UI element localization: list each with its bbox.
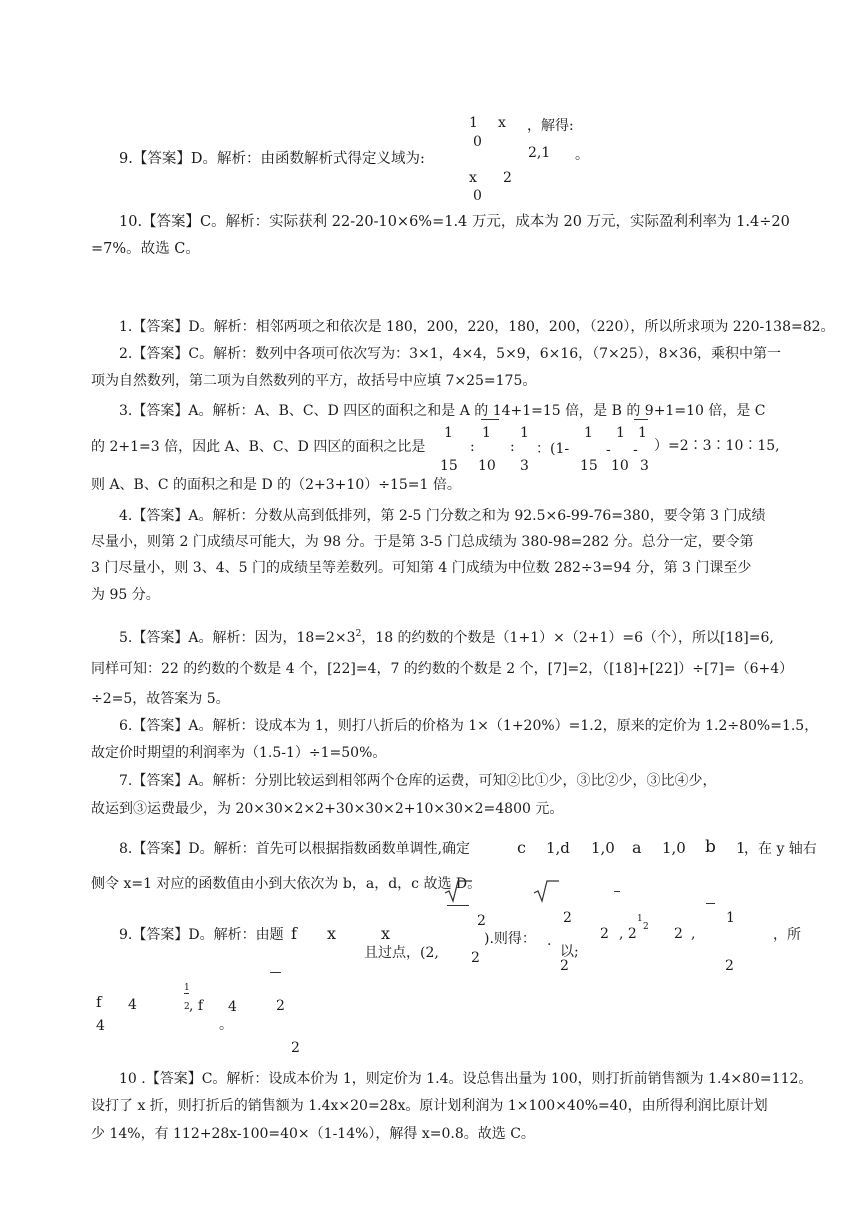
q9-comma-3: , bbox=[691, 926, 696, 942]
q3-den-2: 10 bbox=[478, 458, 496, 474]
q3-den-3: 3 bbox=[520, 458, 529, 474]
q9-line: 9.【答案】D。解析：由函数解析式得定义域为: bbox=[119, 151, 425, 167]
s2-q4-line-1: 4.【答案】A。解析：分数从高到低排列，第 2-5 门分数之和为 92.5×6-99-76=380，要令第 3 门成绩 bbox=[119, 508, 766, 524]
q9-b-4b: 4 bbox=[228, 999, 237, 1015]
s2-q10-line-2: 设打了 x 折，则打折后的销售额为 1.4x×20=28x。原计划利润为 1×100×40%=40，由所得利润比原计划 bbox=[91, 1098, 768, 1114]
q8-tail: ，在 y 轴右 bbox=[744, 841, 817, 857]
s2-q3-line-1: 3.【答案】A。解析：A、B、C、D 四区的面积之和是 A 的 14+1=15 倍，是 B 的 9+1=10 倍，是 C bbox=[119, 403, 766, 419]
q9-b-f: f bbox=[96, 993, 102, 1011]
q8-a: a bbox=[632, 838, 642, 857]
q9-yi: 以; bbox=[560, 944, 579, 960]
q9-b-sup-1: 1 bbox=[184, 983, 190, 993]
sqrt-symbol-2 bbox=[532, 879, 560, 903]
q9-two-7: 2 bbox=[725, 958, 734, 974]
q3-den-4: 15 bbox=[580, 458, 598, 474]
q3-num-4: 1 bbox=[584, 425, 593, 441]
underline-a bbox=[481, 419, 499, 420]
q8-b: b bbox=[705, 837, 716, 857]
sqrt-symbol-1 bbox=[443, 879, 473, 903]
q3-ratio: ）=2∶3∶10∶15, bbox=[654, 438, 780, 454]
q9-b-4: 4 bbox=[128, 997, 137, 1013]
q9-sup-2: 2 bbox=[643, 922, 649, 932]
q3-den-6: 3 bbox=[640, 458, 649, 474]
q9-frac-two: 2 bbox=[503, 170, 512, 186]
q9-one: 1 bbox=[726, 910, 735, 926]
q9-interval: 2,1 bbox=[528, 145, 551, 161]
q9-b-2: 2 bbox=[276, 998, 285, 1014]
s2-q8-line-2: 侧令 x=1 对应的函数值由小到大依次为 b，a，d，c 故选 D。 bbox=[91, 876, 482, 892]
q9-b-comma-f: , f bbox=[189, 998, 204, 1014]
q8-v1: 1,d bbox=[546, 839, 570, 857]
s2-q10-line-1: 10 .【答案】C。解析：设成本价为 1，则定价为 1.4。设总售出量为 100，则打折前销售额为 1.4×80=112。 bbox=[119, 1071, 813, 1087]
s2-q4-line-4: 为 95 分。 bbox=[91, 587, 160, 603]
q8-v4: 1 bbox=[736, 839, 746, 857]
q9-close-paren: ).则得： bbox=[484, 931, 536, 947]
q9-dot: . bbox=[547, 933, 552, 949]
q9-b-end: 。 bbox=[219, 1017, 233, 1033]
q3-den-1: 15 bbox=[440, 458, 458, 474]
q3-num-2: 1 bbox=[482, 425, 491, 441]
s2-q4-line-3: 3 门尽量小，则 3、4、5 门的成绩呈等差数列。可知第 4 门成绩为中位数 282÷3=94 分，第 3 门课至少 bbox=[91, 560, 752, 576]
s2-q1-line: 1.【答案】D。解析：相邻两项之和依次是 180，200，220，180，200，（220），所以所求项为 220-138=82。 bbox=[119, 319, 835, 335]
q5-text-b: ，18 的约数的个数是（1+1）×（2+1）=6（个），所以[18]=6, bbox=[361, 630, 774, 646]
q9-comma-2: , 2 bbox=[619, 926, 637, 942]
q3-num-3: 1 bbox=[520, 425, 529, 441]
s2-q5-line-3: ÷2=5，故答案为 5。 bbox=[91, 691, 230, 707]
s2-q10-line-3: 少 14%，有 112+28x-100=40×（1-14%），解得 x=0.8。故选 C。 bbox=[91, 1126, 535, 1142]
q9-two-6: 2 bbox=[674, 926, 683, 942]
q9-frac-num-1: 1 bbox=[469, 115, 478, 131]
q9-frac-zero-1: 0 bbox=[473, 134, 482, 150]
s2-q2-line-2: 项为自然数列，第二项为自然数列的平方，故括号中应填 7×25=175。 bbox=[91, 373, 537, 389]
q9-sup-1: 1 bbox=[637, 914, 643, 924]
s2-q3-line-2: 的 2+1=3 倍，因此 A、B、C、D 四区的面积之比是 bbox=[91, 439, 426, 455]
s2-q3-line-3: 则 A、B、C 的面积之和是 D 的（2+3+10）÷15=1 倍。 bbox=[91, 477, 461, 493]
q9-frac-x-2: x bbox=[469, 170, 477, 186]
q8-c: c bbox=[517, 838, 526, 857]
q3-colon-2: : bbox=[510, 439, 515, 455]
q9-two-4: 2 bbox=[600, 926, 609, 942]
q8-v3: 1,0 bbox=[662, 839, 686, 857]
q10-line-2: =7%。故选 C。 bbox=[91, 241, 200, 257]
q3-minus-2: - bbox=[633, 442, 638, 458]
q9-solve-text: ，解得: bbox=[527, 118, 574, 134]
s2-q7-line-1: 7.【答案】A。解析：分别比较运到相邻两个仓库的运费，可知②比①少，③比②少，③比④少， bbox=[119, 773, 717, 789]
q9-minus-mark-2 bbox=[706, 903, 715, 904]
q9-frac-x: x bbox=[498, 115, 506, 131]
q3-den-5: 10 bbox=[611, 458, 629, 474]
q3-minus-1: - bbox=[606, 442, 611, 458]
q9-two-2: 2 bbox=[471, 950, 480, 966]
q3-num-5: 1 bbox=[616, 425, 625, 441]
s2-q5-line-1 bbox=[119, 625, 774, 647]
s2-q5-line-2: 同样可知：22 的约数的个数是 4 个，[22]=4，7 的约数的个数是 2 个，[7]=2，（[18]+[22]）÷[7]=（6+4） bbox=[91, 661, 794, 677]
q9-overline-2 bbox=[270, 972, 281, 973]
q9-x-2: x bbox=[381, 924, 391, 943]
s2-q4-line-2: 尽量小，则第 2 门成绩尽可能大，为 98 分。于是第 3-5 门总成绩为 380-98=282 分。总分一定，要令第 bbox=[91, 534, 754, 550]
q9-frac-zero-2: 0 bbox=[473, 188, 482, 204]
q3-colon-3: ：(1- bbox=[536, 441, 570, 457]
q9-overline-1 bbox=[447, 905, 469, 906]
s2-q6-line-1: 6.【答案】A。解析：设成本为 1，则打八折后的价格为 1×（1+20%）=1.2，原来的定价为 1.2÷80%=1.5， bbox=[119, 718, 819, 734]
q9-b-sup-2: 2 bbox=[184, 1002, 190, 1012]
s2-q8-line-1: 8.【答案】D。解析：首先可以根据指数函数单调性,确定 bbox=[119, 841, 471, 857]
q9-suo: ，所 bbox=[773, 927, 801, 943]
q9-minus-mark-1 bbox=[614, 891, 620, 892]
q9-two-1: 2 bbox=[477, 913, 486, 929]
s2-q2-line-1: 2.【答案】C。解析：数列中各项可依次写为：3×1，4×4，5×9，6×16，（7×25），8×36，乘积中第一 bbox=[119, 346, 782, 362]
q3-num-6: 1 bbox=[638, 425, 647, 441]
q5-exponent: 2 bbox=[355, 629, 362, 639]
q9-period: 。 bbox=[575, 147, 589, 163]
q9-f: f bbox=[291, 924, 297, 943]
s2-q7-line-2: 故运到③运费最少，为 20×30×2×2+30×30×2+10×30×2=4800 元。 bbox=[91, 801, 564, 817]
q9-point-text: 且过点，(2, bbox=[364, 945, 439, 961]
q10-line-1: 10.【答案】C。解析：实际获利 22-20-10×6%=1.4 万元，成本为 20 万元，实际盈利利率为 1.4÷20 bbox=[119, 214, 790, 230]
underline-b bbox=[634, 419, 648, 420]
q3-colon-1: : bbox=[470, 439, 475, 455]
q5-text-a: 5.【答案】A。解析：因为，18=2×3 bbox=[119, 630, 356, 646]
q3-num-1: 1 bbox=[444, 425, 453, 441]
q8-v2: 1,0 bbox=[591, 839, 615, 857]
q9-b-2b: 2 bbox=[291, 1040, 300, 1056]
q9-x-1: x bbox=[327, 924, 337, 943]
q9-two-5: 2 bbox=[560, 958, 569, 974]
q9-b-4c: 4 bbox=[96, 1018, 105, 1034]
s2-q9-line-1: 9.【答案】D。解析：由题 bbox=[119, 927, 284, 943]
s2-q6-line-2: 故定价时期望的利润率为（1.5-1）÷1=50%。 bbox=[91, 745, 387, 761]
q9-b-frac-bar bbox=[184, 993, 189, 994]
q9-two-3: 2 bbox=[563, 910, 572, 926]
